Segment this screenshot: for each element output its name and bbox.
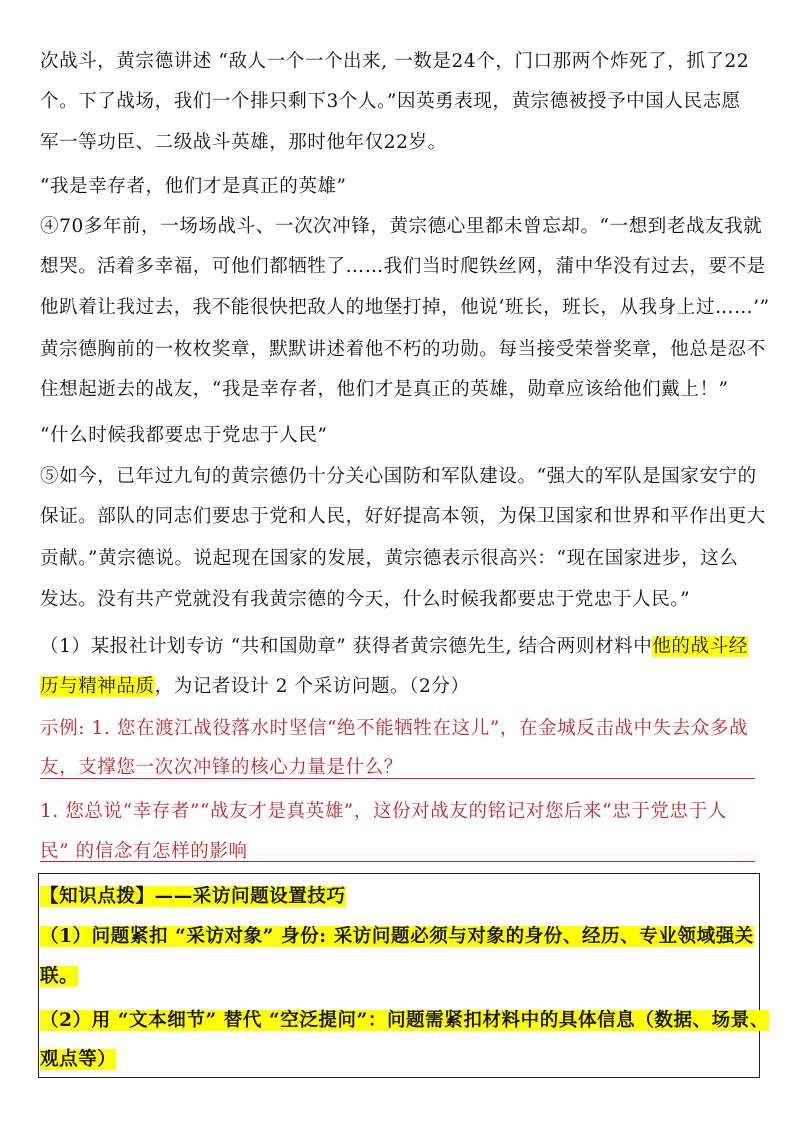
question-text: ，为记者设计 2 个采访问题。（2分） [154, 676, 470, 697]
tips-line [40, 963, 760, 991]
article-line: ⑤如今，已年过九旬的黄宗德仍十分关心国防和军队建设。“强大的军队是国家安宁的 [40, 466, 757, 487]
question-highlight: 历与精神品质 [40, 676, 155, 697]
article-line: 住想起逝去的战友，“我是幸存者，他们才是真正的英雄，勋章应该给他们戴上！” [40, 379, 729, 400]
answer-rule [40, 861, 755, 862]
article-line: 想哭。活着多幸福，可他们都牺牲了……我们当时爬铁丝网，蒲中华没有过去，要不是 [40, 256, 766, 277]
article-line: 保证。部队的同志们要忠于党和人民，好好提高本领，为保卫国家和世界和平作出更大 [40, 506, 766, 527]
article-line: 次战斗，黄宗德讲述 “敌人一个一个出来, 一数是24个，门口那两个炸死了，抓了22 [40, 51, 750, 72]
question-highlight: 他的战斗经 [652, 636, 748, 657]
answer-line: 示例: 1. 您在渡江战役落水时坚信“绝不能牺牲在这儿”，在金城反击战中失去众多战 [40, 718, 749, 739]
tips-text: 联。 [40, 966, 79, 987]
question-text: （1）某报社计划专访 “共和国勋章” 获得者黄宗德先生, 结合两则材料中 [40, 636, 653, 657]
article-line: 他趴着让我过去，我不能很快把敌人的地堡打掉，他说‘班长，班长，从我身上过……’” [40, 297, 770, 318]
answer-line: 民” 的信念有怎样的影响 [40, 841, 248, 862]
article-line: 黄宗德胸前的一枚枚奖章，默默讲述着他不朽的功勋。每当接受荣誉奖章，他总是忍不 [40, 339, 766, 360]
answer-line: 1. 您总说“幸存者”“战友才是真英雄”，这份对战友的铭记对您后来“忠于党忠于人 [40, 801, 727, 822]
article-line: ④70多年前，一场场战斗、一次次冲锋，黄宗德心里都未曾忘却。“一想到老战友我就 [40, 216, 763, 237]
tips-line [40, 1046, 760, 1074]
answer-rule [40, 778, 755, 779]
article-line: 发达。没有共产党就没有我黄宗德的今天，什么时候我都要忠于党忠于人民。” [40, 589, 691, 610]
question-line [40, 673, 760, 701]
tips-line [40, 1007, 769, 1035]
section-heading: “我是幸存者，他们才是真正的英雄” [40, 176, 347, 197]
tips-text: （1）问题紧扣 “采访对象” 身份: 采访问题必须与对象的身份、经历、专业领域强关 [40, 926, 754, 947]
article-line: 军一等功臣、二级战斗英雄，那时他年仅22岁。 [40, 132, 447, 153]
tips-text: 观点等） [40, 1049, 117, 1070]
article-line: 个。下了战场，我们一个排只剩下3个人。”因英勇表现，黄宗德被授予中国人民志愿 [40, 91, 741, 112]
question-line [40, 633, 760, 661]
tips-title-text: 【知识点拨】——采访问题设置技巧 [40, 886, 346, 907]
tips-title [40, 883, 760, 911]
article-line: 贡献。”黄宗德说。说起现在国家的发展，黄宗德表示很高兴：“现在国家进步，这么 [40, 548, 739, 569]
tips-text: （2）用 “文本细节” 替代 “空泛提问”：问题需紧扣材料中的具体信息（数据、场景、 [40, 1010, 769, 1031]
tips-line [40, 923, 760, 951]
answer-line: 友，支撑您一次次冲锋的核心力量是什么？ [40, 757, 403, 778]
section-heading: “什么时候我都要忠于党忠于人民” [40, 425, 328, 446]
